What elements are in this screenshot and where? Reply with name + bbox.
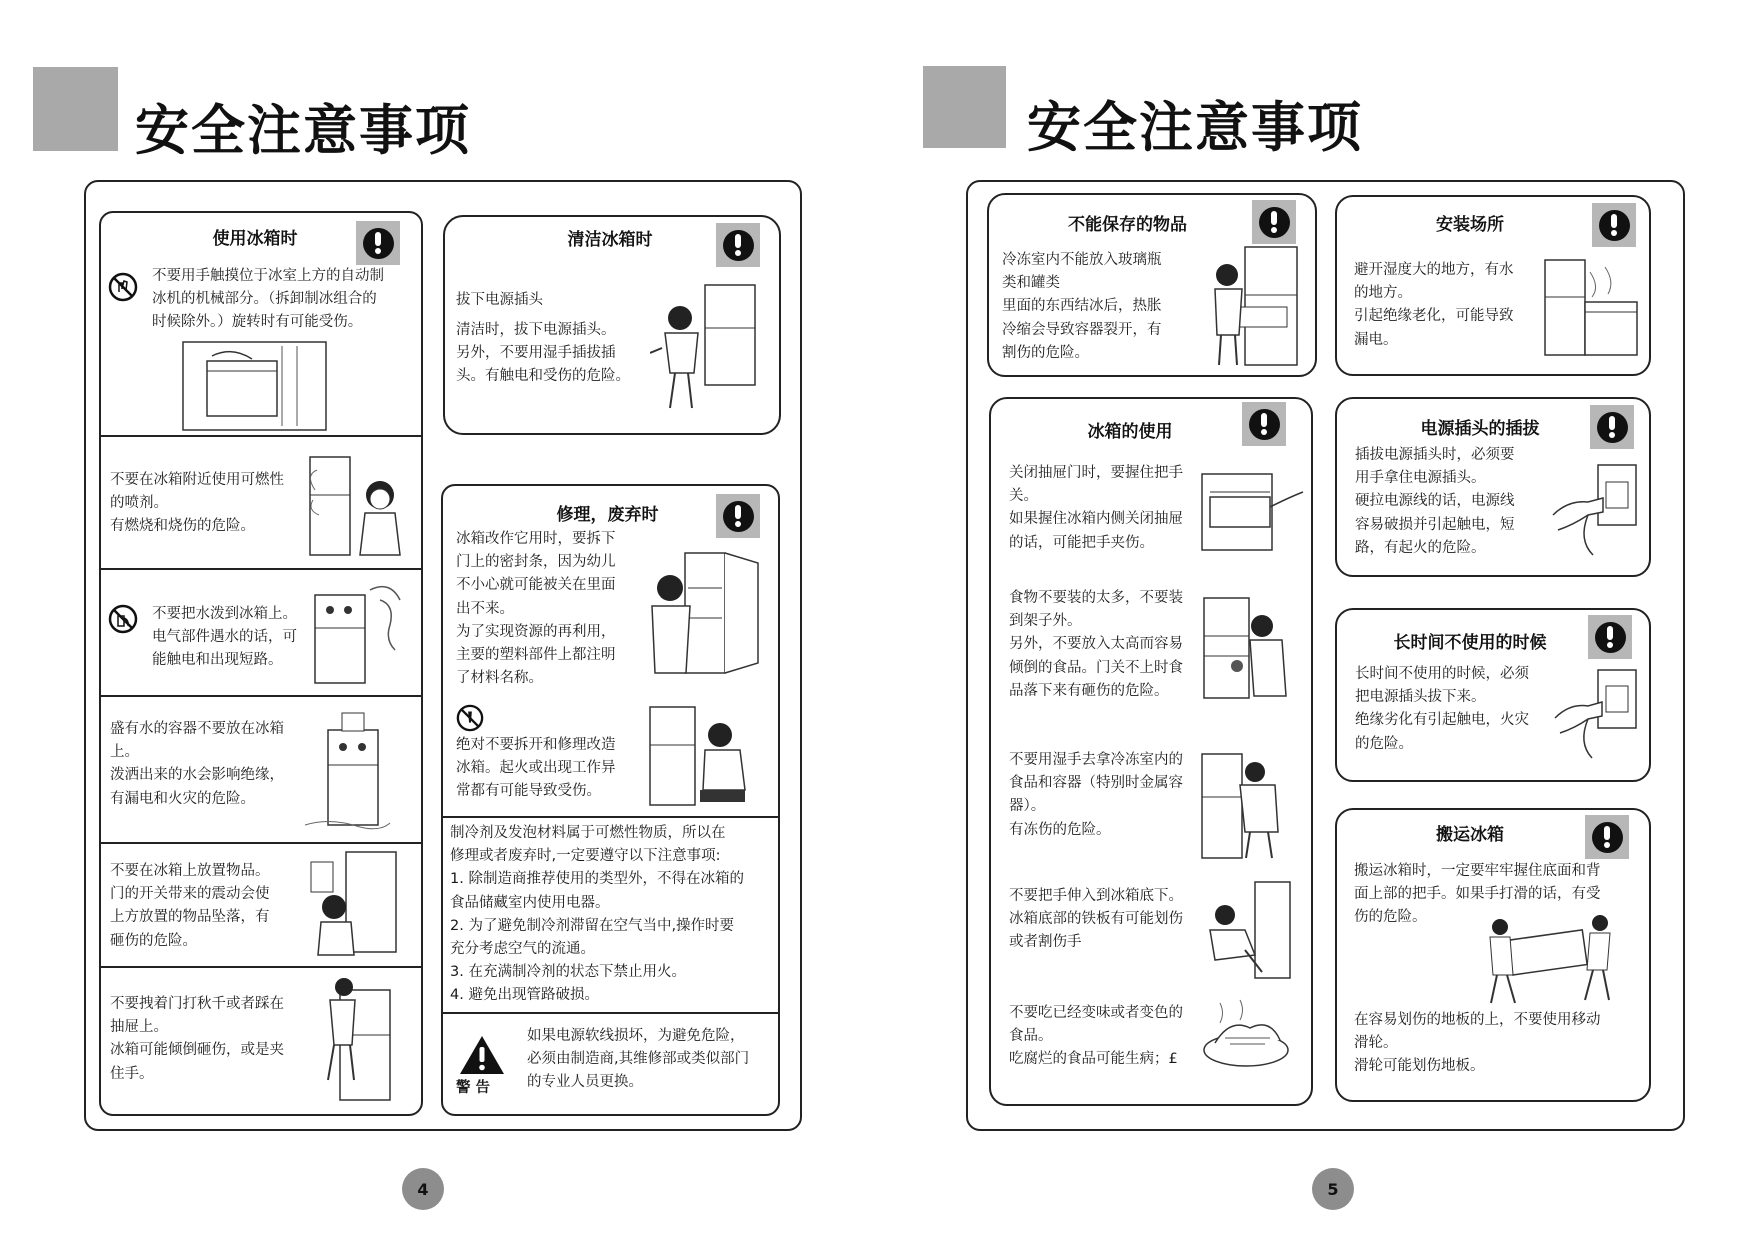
warning-label: 警 告 [456,1080,491,1096]
water-container-fridge-illustration [300,705,395,833]
repair-divider-2 [441,1012,778,1014]
warning-icon [1590,405,1634,449]
use-item-4-text: 盛有水的容器不要放在冰箱 上。 泼洒出来的水会影响绝缘， 有漏电和火灾的危险。 [110,721,284,807]
swinging-on-door-illustration [320,975,400,1102]
warning-icon [1585,815,1629,859]
clean-body: 清洁时，拔下电源插头。 另外，不要用湿手插拔插 头。有触电和受伤的危险。 [456,322,630,385]
freezer-bottle-illustration [1207,245,1302,367]
repair-body: 冰箱改作它用时，要拆下 门上的密封条，因为幼儿 不小心就可能被关在里面 出不来。 为了实现资源的再利用， 主要的塑料部件上都注明 了材料名称。 [456,531,616,687]
cannot-store-heading: 不能保存的物品 [1068,215,1187,235]
transport-body2: 在容易划伤的地板的上，不要使用移动 滑轮。 滑轮可能划伤地板。 [1354,1012,1601,1075]
transport-body: 搬运冰箱时，一定要牢牢握住底面和背 面上部的把手。如果手打滑的话，有受 伤的危险。 [1354,863,1601,926]
warning-icon [1252,200,1296,244]
page-title-right: 安全注意事项 [1027,96,1363,159]
fridge-use-item-5: 不要吃已经变味或者变色的 食品。 吃腐烂的食品可能生病；£ [1009,1005,1183,1068]
use-divider-3 [99,695,421,697]
door-seal-removal-illustration [640,548,765,678]
title-marker-left [33,67,118,151]
items-on-fridge-illustration [306,847,404,957]
install-location-body: 避开湿度大的地方，有水 的地方。 引起绝缘老化，可能导致 漏电。 [1354,262,1514,348]
warning-text: 如果电源软线损坏，为避免危险， 必须由制造商,其维修部或类似部门 的专业人员更换。 [527,1028,750,1091]
use-fridge-heading: 使用冰箱时 [212,229,298,249]
spray-near-fridge-illustration [305,455,410,559]
use-divider-4 [99,842,421,844]
use-item-5-text: 不要在冰箱上放置物品。 门的开关带来的震动会使 上方放置的物品坠落，有 砸伤的危险。 [110,863,270,949]
refrigerant-notice: 制冷剂及发泡材料属于可燃性物质，所以在 修理或者废弃时,一定要遵守以下注意事项: 1. 除制造商推荐使用的类型外，不得在冰箱的 食品储藏室内使用电器。 2. 为了避免制冷剂滞留在空气当中,操作时要 充分考虑空气的流通。 3. 在充满制冷剂的状态下禁止用火。 4. 避免出现管路破损。 [450,825,744,1004]
fridge-use-item-2: 食物不要装的太多，不要装 到架子外。 另外，不要放入太高而容易 倾倒的食品。门关不上时食 品落下来有砸伤的危险。 [1009,590,1183,699]
clean-fridge-heading: 清洁冰箱时 [567,230,653,250]
long-unused-heading: 长时间不使用的时候 [1393,633,1547,653]
use-divider-1 [99,435,421,437]
warning-triangle-icon [458,1034,506,1076]
no-disassemble-icon [456,704,484,732]
icemaker-drawer-illustration [182,341,327,431]
no-touch-icon [108,272,138,302]
long-unused-body: 长时间不使用的时候，必须 把电源插头拔下来。 绝缘劣化有引起触电，火灾 的危险。 [1355,666,1529,752]
title-marker-right [923,66,1006,148]
repair-divider-1 [441,816,778,818]
use-item-1-text: 不要用手触摸位于冰室上方的自动制 冰机的机械部分。（拆卸制冰组合的 时候除外。）旋转时有可能受伤。 [152,268,384,331]
warning-icon [716,494,760,538]
plug-unplug-illustration [1548,460,1640,560]
warning-icon [1242,402,1286,446]
warning-icon [1588,615,1632,659]
transport-fridge-heading: 搬运冰箱 [1436,825,1504,845]
repairing-fridge-illustration [645,705,760,810]
unplug-cleaning-illustration [650,283,760,413]
clean-line1: 拔下电源插头 [456,292,543,308]
overfilled-shelf-illustration [1202,596,1302,701]
humid-place-illustration [1530,252,1640,357]
cannot-store-body: 冷冻室内不能放入玻璃瓶 类和罐类 里面的东西结冰后，热胀 冷缩会导致容器裂开，有 割伤的危险。 [1002,252,1162,361]
fridge-use-item-1: 关闭抽屉门时，要握住把手 关。 如果握住冰箱内侧关闭抽屉 的话，可能把手夹伤。 [1009,465,1183,551]
fridge-use-heading: 冰箱的使用 [1087,422,1173,442]
use-item-2-text: 不要在冰箱附近使用可燃性 的喷剂。 有燃烧和烧伤的危险。 [110,472,284,535]
use-item-3-text: 不要把水泼到冰箱上。 电气部件遇水的话，可 能触电和出现短路。 [152,606,297,669]
page-number-left: 4 [402,1168,444,1210]
page-title-left: 安全注意事项 [135,99,471,162]
repair-dispose-heading: 修理，废弃时 [556,505,659,525]
power-plug-heading: 电源插头的插拔 [1420,419,1540,439]
repair-body2: 绝对不要拆开和修理改造 冰箱。起火或出现工作异 常都有可能导致受伤。 [456,737,616,800]
water-splash-fridge-illustration [310,580,410,685]
warning-icon [356,221,400,265]
spoiled-food-illustration [1200,998,1292,1070]
use-item-6-text: 不要拽着门打秋千或者踩在 抽屉上。 冰箱可能倾倒砸伤，或是夹 住手。 [110,996,284,1082]
page-number-right: 5 [1312,1168,1354,1210]
warning-icon [716,223,760,267]
no-water-icon [108,604,138,634]
wet-hands-freezer-illustration [1200,752,1295,860]
install-location-heading: 安装场所 [1436,215,1504,235]
carrying-fridge-illustration [1485,915,1615,1005]
warning-icon [1592,203,1636,247]
fridge-use-item-3: 不要用湿手去拿冷冻室内的 食品和容器（特别时金属容 器）。 有冻伤的危险。 [1009,752,1183,838]
hand-under-fridge-illustration [1200,880,1295,980]
power-plug-body: 插拔电源插头时，必须要 用手拿住电源插头。 硬拉电源线的话，电源线 容易破损并引起触电，短 路，有起火的危险。 [1355,447,1515,556]
drawer-handle-illustration [1200,472,1305,552]
use-divider-5 [99,966,421,968]
fridge-use-item-4: 不要把手伸入到冰箱底下。 冰箱底部的铁板有可能划伤 或者割伤手 [1009,888,1183,951]
long-unused-plug-illustration [1550,668,1640,763]
use-divider-2 [99,568,421,570]
